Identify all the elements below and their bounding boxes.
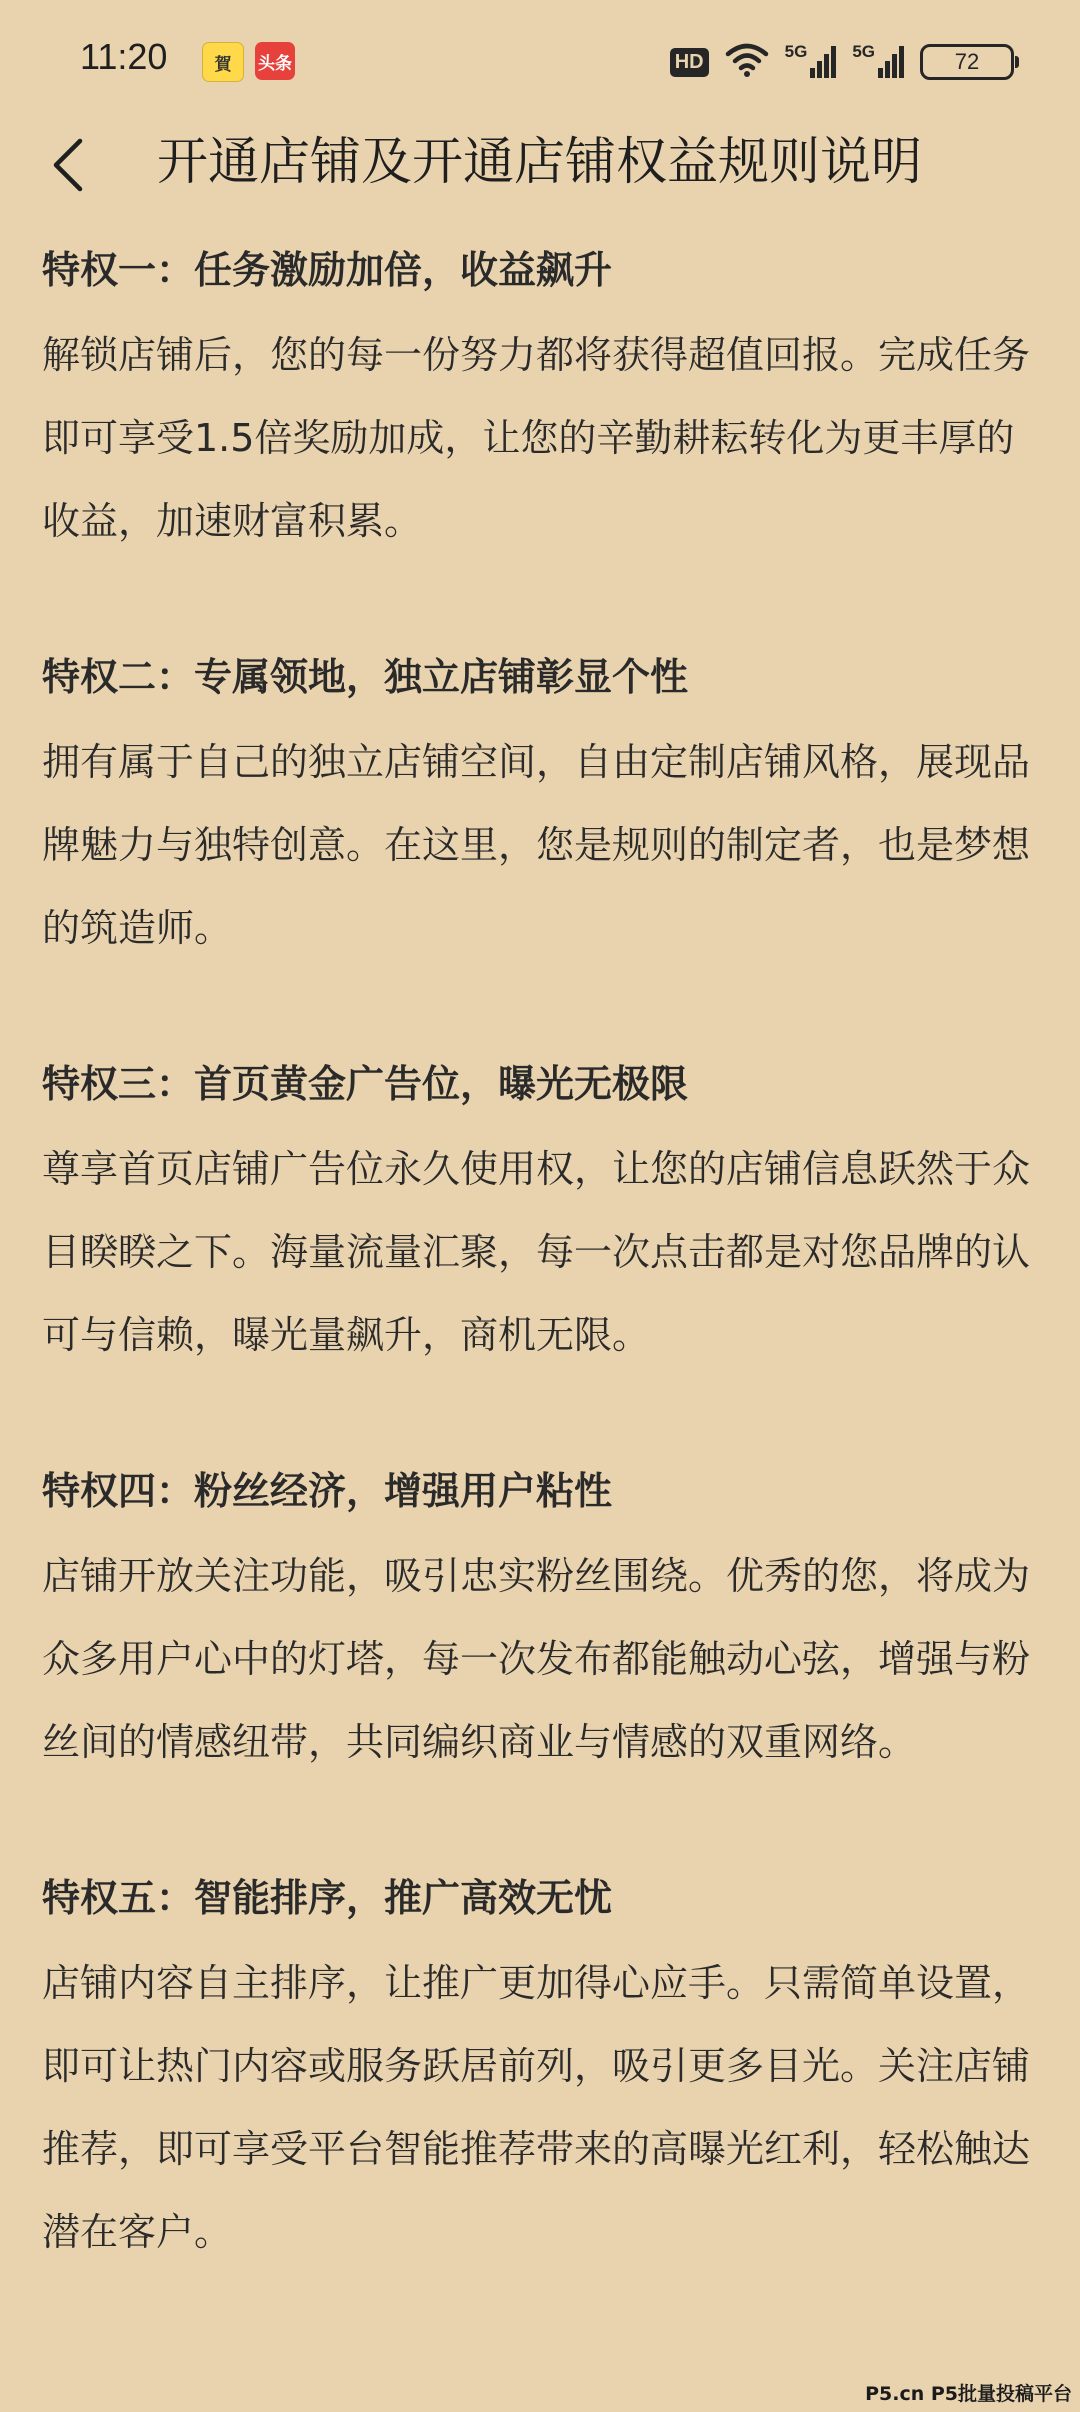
rules-content xyxy=(42,240,1042,2358)
page-title: 开通店铺及开通店铺权益规则说明 xyxy=(157,133,923,192)
status-bar xyxy=(0,0,1080,120)
privilege-section-1 xyxy=(42,240,1042,563)
signal-label: 5G xyxy=(784,42,808,61)
status-indicators xyxy=(670,40,1014,84)
signal-5g-sim1 xyxy=(784,42,837,78)
signal-bars-icon xyxy=(810,46,836,78)
status-time: 11:20 xyxy=(80,36,168,77)
section-title: 特权一：任务激励加倍，收益飙升 xyxy=(42,248,613,292)
watermark: P5.cn P5批量投稿平台 xyxy=(865,2383,1072,2405)
back-button[interactable] xyxy=(40,132,96,198)
wifi-icon xyxy=(725,42,769,82)
section-body: 店铺开放关注功能，吸引忠实粉丝围绕。优秀的您，将成为众多用户心中的灯塔，每一次发布都能触动心弦，增强与粉丝间的情感纽带，共同编织商业与情感的双重网络。 xyxy=(42,1554,1031,1764)
back-arrow-icon xyxy=(50,137,86,193)
page-header xyxy=(0,120,1080,208)
battery-level: 72 xyxy=(954,49,980,74)
privilege-section-5 xyxy=(42,1868,1042,2274)
section-title: 特权二：专属领地，独立店铺彰显个性 xyxy=(42,655,689,699)
privilege-section-2 xyxy=(42,647,1042,970)
section-title: 特权三：首页黄金广告位，曝光无极限 xyxy=(42,1062,689,1106)
toutiao-notification-icon: 头条 xyxy=(255,42,295,80)
section-body: 尊享首页店铺广告位永久使用权，让您的店铺信息跃然于众目睽睽之下。海量流量汇聚，每一次点击都是对您品牌的认可与信赖，曝光量飙升，商机无限。 xyxy=(42,1147,1031,1357)
signal-5g-sim2 xyxy=(852,42,904,78)
privilege-section-3 xyxy=(42,1054,1042,1377)
battery-icon xyxy=(920,44,1014,80)
hd-voice-icon: HD xyxy=(670,48,709,77)
section-title: 特权四：粉丝经济，增强用户粘性 xyxy=(42,1469,613,1513)
section-body: 解锁店铺后，您的每一份努力都将获得超值回报。完成任务即可享受1.5倍奖励加成，让您的辛勤耕耘转化为更丰厚的收益，加速财富积累。 xyxy=(42,333,1031,543)
section-title: 特权五：智能排序，推广高效无忧 xyxy=(42,1876,613,1920)
privilege-section-4 xyxy=(42,1461,1042,1784)
app-notification-icon: 賀 xyxy=(202,42,244,82)
signal-bars-icon xyxy=(878,46,904,78)
signal-label: 5G xyxy=(852,42,875,61)
section-body: 拥有属于自己的独立店铺空间，自由定制店铺风格，展现品牌魅力与独特创意。在这里，您是规则的制定者，也是梦想的筑造师。 xyxy=(42,740,1031,950)
section-body: 店铺内容自主排序，让推广更加得心应手。只需简单设置，即可让热门内容或服务跃居前列，吸引更多目光。关注店铺推荐，即可享受平台智能推荐带来的高曝光红利，轻松触达潜在客户。 xyxy=(42,1961,1031,2254)
